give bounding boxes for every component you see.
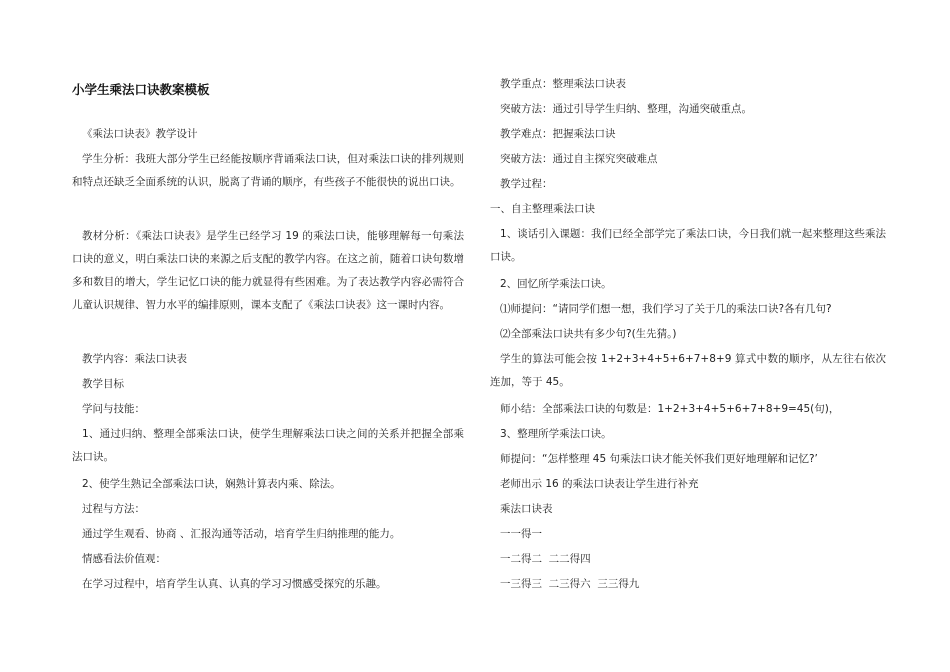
- paragraph-teacher-question: 师提问：“怎样整理 45 句乘法口诀才能关怀我们更好地理解和记忆?’: [500, 453, 818, 465]
- paragraph-key-point: 教学重点：整理乘法口诀表: [500, 78, 626, 90]
- paragraph-step-2: 2、回忆所学乘法口诀。: [500, 278, 612, 290]
- paragraph-question-1: ⑴师提问：“请同学们想一想，我们学习了关于几的乘法口诀?各有几句?: [500, 303, 832, 315]
- paragraph-table-row-2: 一二得二 二二得四: [500, 553, 591, 565]
- paragraph-student-method: 学生的算法可能会按 1+2+3+4+5+6+7+8+9 算式中数的顺序，从左往右依次连加，等于 45。: [490, 353, 886, 388]
- paragraph-show-table: 老师出示 16 的乘法口诀表让学生进行补充: [500, 478, 699, 490]
- paragraph-goal-1: 1、通过归纳、整理全部乘法口诀，使学生理解乘法口诀之间的关系并把握全部乘法口诀。: [72, 428, 464, 463]
- paragraph-question-2: ⑵全部乘法口诀共有多少句?(生先猜。): [500, 328, 677, 340]
- paragraph-process-detail: 通过学生观看、协商 、汇报沟通等活动，培育学生归纳推理的能力。: [82, 528, 401, 540]
- paragraph-values: 情感看法价值观：: [82, 553, 166, 565]
- paragraph-key-method: 突破方法：通过引导学生归纳、整理，沟通突破重点。: [500, 103, 752, 115]
- paragraph-difficulty-method: 突破方法：通过自主探究突破难点: [500, 153, 658, 165]
- paragraph-table-row-1: 一一得一: [500, 528, 542, 540]
- paragraph-values-detail: 在学习过程中，培育学生认真、认真的学习习惯感受探究的乐趣。: [82, 578, 387, 590]
- paragraph-teacher-summary: 师小结：全部乘法口诀的句数是：1+2+3+4+5+6+7+8+9=45(句)，: [500, 403, 840, 415]
- paragraph-process-methods: 过程与方法：: [82, 503, 145, 515]
- paragraph-knowledge-skills: 学问与技能：: [82, 403, 145, 415]
- paragraph-teaching-goals: 教学目标: [82, 378, 124, 390]
- paragraph-teaching-process: 教学过程：: [500, 178, 553, 190]
- paragraph-step-3: 3、整理所学乘法口诀。: [500, 428, 612, 440]
- paragraph-table-title: 乘法口诀表: [500, 503, 553, 515]
- paragraph-difficulty: 教学难点：把握乘法口诀: [500, 128, 616, 140]
- document-title: 小学生乘法口诀教案模板: [72, 82, 210, 97]
- paragraph-lesson-design-title: 《乘法口诀表》教学设计: [82, 128, 198, 140]
- paragraph-textbook-analysis: 教材分析：《乘法口诀表》是学生已经学习 19 的乘法口诀，能够理解每一句乘法口诀的意义，明白乘法口诀的来源之后支配的教学内容。在这之前，随着口诀句数增多和数目的增大，学生记忆口诀的能力就显得有些困难。为了表达教学内容必需符合儿童认识规律、智力水平的编排原则，课本支配了《乘法口诀表》这一课时内容。: [72, 230, 464, 311]
- paragraph-section-one: 一、自主整理乘法口诀: [490, 203, 595, 215]
- paragraph-student-analysis: 学生分析：我班大部分学生已经能按顺序背诵乘法口诀，但对乘法口诀的排列规则和特点还缺乏全面系统的认识，脱离了背诵的顺序，有些孩子不能很快的说出口诀。: [72, 153, 464, 188]
- paragraph-step-1: 1、谈话引入课题：我们已经全部学完了乘法口诀，今日我们就一起来整理这些乘法口诀。: [490, 228, 886, 263]
- paragraph-goal-2: 2、使学生熟记全部乘法口诀，娴熟计算表内乘、除法。: [82, 478, 341, 490]
- paragraph-teaching-content: 教学内容：乘法口诀表: [82, 353, 187, 365]
- paragraph-table-row-3: 一三得三 二三得六 三三得九: [500, 578, 640, 590]
